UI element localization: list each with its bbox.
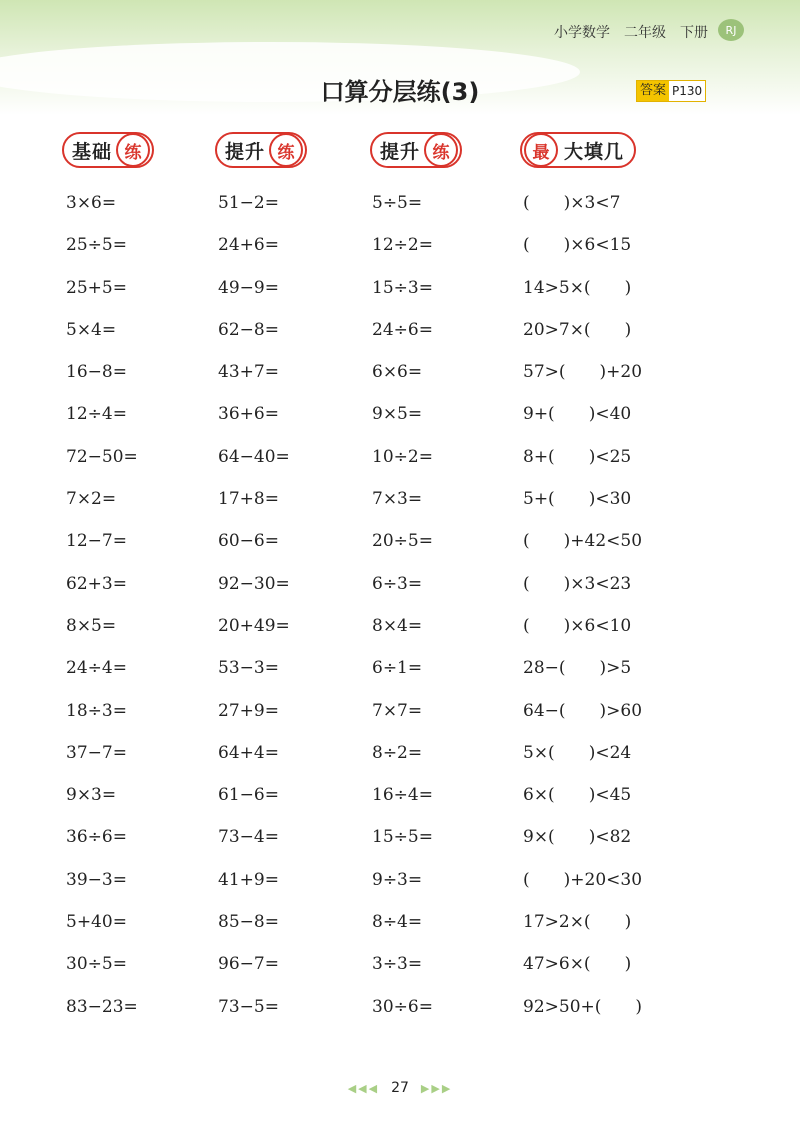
problem-item: 12÷2=	[372, 235, 433, 256]
problem-item: 51−2=	[218, 193, 279, 213]
problem-item: 7×3=	[372, 489, 423, 510]
problem-item: 30÷6=	[372, 996, 433, 1017]
problem-item: 37−7=	[66, 742, 127, 763]
problem-item: 92−30=	[218, 573, 290, 594]
left-arrows-icon: ◀◀◀	[347, 1081, 380, 1095]
problem-item: 10÷2=	[372, 446, 433, 467]
problem-item: 8÷4=	[372, 912, 423, 933]
section-label: 提升	[380, 140, 421, 163]
section-header-advanced-1	[215, 130, 307, 170]
problem-item: 25+5=	[66, 277, 127, 298]
grade-label: 二年级	[624, 25, 666, 41]
problem-item: 3×6=	[66, 193, 117, 213]
problem-item: 8÷2=	[372, 742, 423, 763]
problem-item: 8×4=	[372, 615, 423, 636]
problem-item: 15÷5=	[372, 827, 433, 848]
problem-item: 3÷3=	[372, 954, 423, 975]
problem-item: 24+6=	[218, 235, 279, 256]
problem-item: ( )×6<15	[523, 235, 632, 256]
problem-item: 6÷3=	[372, 573, 423, 594]
problem-item: 64+4=	[218, 742, 279, 763]
problem-item: 8×5=	[66, 615, 117, 636]
section-circle-icon: 最	[524, 133, 558, 167]
section-pill	[62, 132, 154, 168]
problem-item: 7×7=	[372, 700, 423, 721]
section-label: 大填几	[564, 140, 625, 163]
problem-item: 64−40=	[218, 446, 290, 467]
problem-item: 5×( )<24	[523, 742, 632, 763]
problem-item: 6×6=	[372, 362, 423, 383]
problem-item: 43+7=	[218, 362, 279, 383]
problem-item: 6×( )<45	[523, 785, 632, 806]
problem-column-1	[66, 182, 138, 1028]
problem-item: 36÷6=	[66, 827, 127, 848]
problem-item: 61−6=	[218, 785, 279, 806]
section-pill	[215, 132, 307, 168]
section-circle-icon: 练	[269, 133, 303, 167]
problem-item: 17>2×( )	[523, 912, 632, 933]
section-label: 基础	[72, 140, 113, 163]
page-number: 27	[391, 1080, 409, 1096]
problem-item: 5+( )<30	[523, 489, 632, 510]
problem-column-3	[372, 182, 433, 1028]
problem-item: 20+49=	[218, 615, 290, 636]
problem-item: 18÷3=	[66, 700, 127, 721]
problem-item: 49−9=	[218, 277, 279, 298]
problem-item: 16−8=	[66, 362, 127, 383]
edition-badge: RJ	[718, 19, 744, 41]
problem-item: 57>( )+20	[523, 362, 643, 383]
problem-item: ( )×3<23	[523, 573, 632, 594]
section-pill	[370, 132, 462, 168]
answer-label: 答案	[637, 81, 669, 101]
problem-item: 9×( )<82	[523, 827, 632, 848]
problem-item: 25÷5=	[66, 235, 127, 256]
problem-item: 96−7=	[218, 954, 279, 975]
problem-column-2	[218, 182, 290, 1028]
problem-item: 27+9=	[218, 700, 279, 721]
problem-item: 83−23=	[66, 996, 138, 1017]
problem-column-4	[523, 182, 642, 1028]
problem-item: 64−( )>60	[523, 700, 643, 721]
section-header-basic	[62, 130, 154, 170]
problem-item: 73−5=	[218, 996, 279, 1017]
problem-item: ( )×6<10	[523, 615, 632, 636]
problem-item: 24÷4=	[66, 658, 127, 679]
problem-item: 72−50=	[66, 446, 138, 467]
page-footer	[0, 1080, 800, 1096]
problem-item: 39−3=	[66, 869, 127, 890]
problem-item: 92>50+( )	[523, 996, 643, 1017]
problem-item: 15÷3=	[372, 277, 433, 298]
page-title: 口算分层练(3)	[320, 78, 480, 106]
section-pill	[520, 132, 636, 168]
problem-item: 62+3=	[66, 573, 127, 594]
section-circle-icon: 练	[116, 133, 150, 167]
problem-item: 12−7=	[66, 531, 127, 552]
problem-item: 6÷1=	[372, 658, 423, 679]
problem-item: 5÷5=	[372, 193, 423, 213]
section-header-max-fill	[520, 130, 636, 170]
problem-item: 5×4=	[66, 319, 117, 340]
series-label: 小学数学	[554, 25, 610, 41]
section-header-advanced-2	[370, 130, 462, 170]
problem-item: ( )+20<30	[523, 869, 643, 890]
problem-item: 9×5=	[372, 404, 423, 425]
problem-item: ( )×3<7	[523, 193, 621, 213]
header-info	[554, 22, 708, 42]
answer-page: P130	[669, 81, 705, 101]
problem-item: 60−6=	[218, 531, 279, 552]
problem-item: 62−8=	[218, 319, 279, 340]
problem-item: 5+40=	[66, 912, 127, 933]
problem-item: 53−3=	[218, 658, 279, 679]
problem-item: 30÷5=	[66, 954, 127, 975]
section-label: 提升	[225, 140, 266, 163]
problem-item: 28−( )>5	[523, 658, 632, 679]
problem-item: 9×3=	[66, 785, 117, 806]
problem-item: 73−4=	[218, 827, 279, 848]
problem-item: 7×2=	[66, 489, 117, 510]
problem-item: 47>6×( )	[523, 954, 632, 975]
volume-label: 下册	[680, 25, 708, 41]
problem-item: 85−8=	[218, 912, 279, 933]
problem-item: ( )+42<50	[523, 531, 643, 552]
problem-item: 24÷6=	[372, 319, 433, 340]
problem-item: 16÷4=	[372, 785, 433, 806]
problem-item: 14>5×( )	[523, 277, 632, 298]
right-arrows-icon: ▶▶▶	[420, 1081, 453, 1095]
problem-item: 36+6=	[218, 404, 279, 425]
problem-item: 20>7×( )	[523, 319, 632, 340]
problem-item: 9÷3=	[372, 869, 423, 890]
problem-item: 12÷4=	[66, 404, 127, 425]
problem-item: 17+8=	[218, 489, 279, 510]
problem-item: 9+( )<40	[523, 404, 632, 425]
section-circle-icon: 练	[424, 133, 458, 167]
problem-item: 8+( )<25	[523, 446, 632, 467]
problem-item: 41+9=	[218, 869, 279, 890]
answer-reference	[636, 80, 706, 102]
problem-item: 20÷5=	[372, 531, 433, 552]
